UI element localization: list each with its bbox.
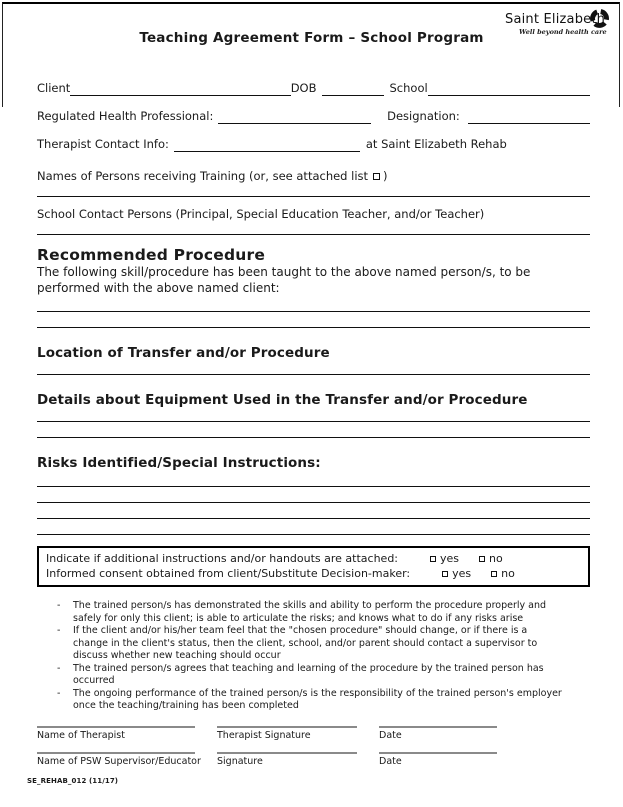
bullet-text: If the client and/or his/her team feel that the "chosen procedure" should change, or if there is a change in the client's status, then the client, school, and/or parent should contact a supervisor to discuss whether new teaching should occur <box>73 625 538 661</box>
attachments-question-label: Indicate if additional instructions and/or handouts are attached: <box>46 552 399 565</box>
supervisor-date-field[interactable] <box>379 752 497 767</box>
bullet-item-2 <box>57 625 562 663</box>
rhp-label: Regulated Health Professional: <box>37 109 214 123</box>
therapist-contact-input-line[interactable] <box>174 139 360 152</box>
bullet-text: The trained person/s has demonstrated the skills and ability to perform the procedure properly and safely for only this client; is able to articulate the risks; and knows what to do if any risks arise <box>73 600 547 624</box>
equipment-heading: Details about Equipment Used in the Transfer and/or Procedure <box>37 392 528 408</box>
bullet-item-4 <box>57 688 562 713</box>
informed-consent-question-label: Informed consent obtained from client/Substitute Decision-maker: <box>46 567 411 580</box>
risks-input-line-1[interactable] <box>37 486 590 487</box>
supervisor-signature-field[interactable] <box>217 752 357 767</box>
date-label: Date <box>379 729 402 741</box>
risks-input-line-2[interactable] <box>37 502 590 503</box>
bullet-marker: - <box>57 600 61 611</box>
no-label: no <box>501 567 515 580</box>
attachments-no-option <box>479 551 503 566</box>
therapist-name-label: Name of Therapist <box>37 729 125 741</box>
equipment-input-line-2[interactable] <box>37 437 590 438</box>
therapist-signature-row <box>37 726 590 741</box>
therapist-date-field[interactable] <box>379 726 497 741</box>
training-names-suffix: ) <box>383 169 388 183</box>
recommended-procedure-input-line-1[interactable] <box>37 311 590 312</box>
bullet-text: The trained person/s agrees that teaching and learning of the procedure by the trained person has occurred <box>73 662 544 686</box>
terms-bullet-list <box>57 600 562 713</box>
training-names-label: Names of Persons receiving Training (or, see attached list <box>37 169 369 183</box>
therapist-signature-label: Therapist Signature <box>217 729 311 741</box>
recommended-procedure-text-line1: The following skill/procedure has been taught to the above named person/s, to be <box>37 265 531 279</box>
client-label: Client <box>37 81 71 95</box>
bullet-item-1 <box>57 600 562 625</box>
no-label: no <box>489 552 503 565</box>
supervisor-signature-label: Signature <box>217 755 263 767</box>
supervisor-name-field[interactable] <box>37 752 201 767</box>
logo-tagline: Well beyond health care <box>519 28 607 36</box>
risks-input-line-4[interactable] <box>37 534 590 535</box>
date-label: Date <box>379 755 402 767</box>
location-input-line[interactable] <box>37 374 590 375</box>
form-code: SE_REHAB_012 (11/17) <box>27 777 119 785</box>
therapist-name-field[interactable] <box>37 726 195 741</box>
yes-label: yes <box>452 567 472 580</box>
bullet-marker: - <box>57 625 61 636</box>
signatures-section <box>37 726 590 767</box>
informed-consent-question-row <box>46 566 581 581</box>
bullet-marker: - <box>57 687 61 699</box>
regulated-health-professional-row <box>37 109 590 124</box>
yes-label: yes <box>440 552 460 565</box>
supervisor-signature-row <box>37 752 590 767</box>
form-header <box>0 0 623 72</box>
dob-label: DOB <box>290 81 317 95</box>
recommended-procedure-heading: Recommended Procedure <box>37 246 266 264</box>
therapist-contact-suffix: at Saint Elizabeth Rehab <box>365 137 507 151</box>
therapist-signature-field[interactable] <box>217 726 357 741</box>
school-contacts-label: School Contact Persons (Principal, Special Education Teacher, and/or Teacher) <box>37 207 485 221</box>
consent-yes-checkbox[interactable] <box>442 571 448 577</box>
supervisor-name-label: Name of PSW Supervisor/Educator <box>37 755 201 767</box>
equipment-input-line-1[interactable] <box>37 421 590 422</box>
designation-input-line[interactable] <box>468 111 590 124</box>
consent-no-checkbox[interactable] <box>491 571 497 577</box>
school-label: School <box>389 81 428 95</box>
location-heading: Location of Transfer and/or Procedure <box>37 345 330 361</box>
school-input-line[interactable] <box>428 83 590 96</box>
consent-box <box>37 546 590 587</box>
risks-input-line-3[interactable] <box>37 518 590 519</box>
attachments-question-row <box>46 551 581 566</box>
bullet-marker: - <box>57 662 61 674</box>
attachments-yes-option <box>430 551 459 566</box>
training-names-row <box>37 169 590 183</box>
dob-input-line[interactable] <box>322 83 384 96</box>
consent-no-option <box>491 566 515 581</box>
form-content <box>0 81 623 767</box>
swirl-icon <box>589 8 610 33</box>
recommended-procedure-text-line2: performed with the above named client: <box>37 281 280 295</box>
therapist-contact-row <box>37 137 590 152</box>
risks-heading: Risks Identified/Special Instructions: <box>37 455 321 471</box>
attachments-no-checkbox[interactable] <box>479 556 485 562</box>
bullet-item-3 <box>57 663 562 688</box>
attached-list-checkbox[interactable] <box>373 173 380 180</box>
page-title: Teaching Agreement Form – School Program <box>139 30 484 46</box>
saint-elizabeth-logo <box>505 12 607 36</box>
recommended-procedure-input-line-2[interactable] <box>37 327 590 328</box>
client-input-line[interactable] <box>70 83 290 96</box>
training-names-input-line[interactable] <box>37 196 590 197</box>
designation-label: Designation: <box>387 109 460 123</box>
school-contacts-input-line[interactable] <box>37 234 590 235</box>
attachments-yes-checkbox[interactable] <box>430 556 436 562</box>
client-row <box>37 81 590 96</box>
consent-yes-option <box>442 566 471 581</box>
rhp-input-line[interactable] <box>218 111 371 124</box>
therapist-contact-label: Therapist Contact Info: <box>37 137 169 151</box>
bullet-text: The ongoing performance of the trained person/s is the responsibility of the trained person's employer once the teaching/training has been completed <box>73 687 562 711</box>
logo-wordmark: Saint Elizabeth <box>505 12 606 27</box>
